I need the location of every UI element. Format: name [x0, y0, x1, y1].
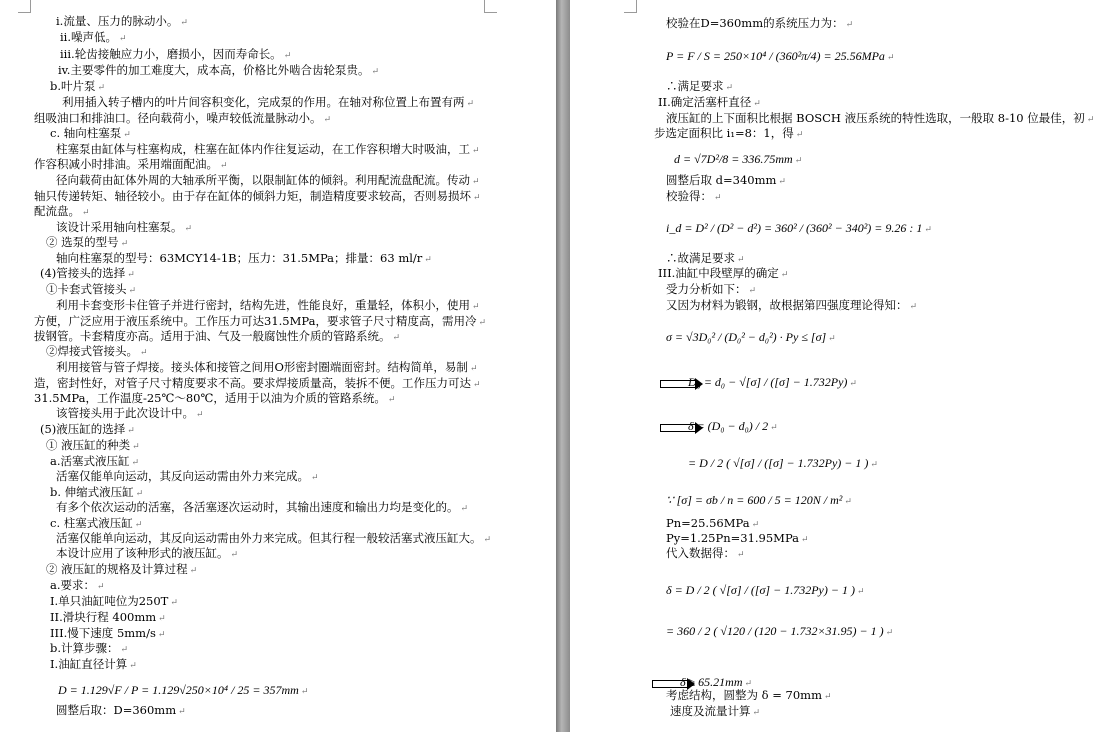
line-text: ①卡套式管接头	[46, 282, 127, 296]
text-line	[34, 204, 90, 221]
page-corner-mark	[624, 0, 637, 13]
line-text: a.要求：	[50, 578, 96, 592]
text-line	[654, 126, 803, 143]
paragraph-mark-icon: ↵	[744, 678, 753, 688]
text-line	[666, 298, 917, 315]
paragraph-mark-icon: ↵	[737, 255, 745, 265]
text-line	[666, 282, 756, 299]
paragraph-mark-icon: ↵	[483, 535, 492, 545]
text-line	[56, 703, 186, 720]
paragraph-mark-icon: ↵	[473, 193, 481, 203]
paragraph-mark-icon: ↵	[1086, 115, 1095, 125]
text-line	[50, 641, 128, 658]
paragraph-mark-icon: ↵	[140, 348, 148, 358]
page-gap	[556, 0, 570, 732]
line-text: c. 轴向柱塞泵	[50, 126, 122, 140]
paragraph-mark-icon: ↵	[886, 52, 895, 62]
line-text: σ = √3D₀² / (D₀² − d₀²) · Py ≤ [σ]	[666, 330, 827, 344]
text-line	[658, 95, 761, 112]
line-text: b.计算步骤：	[50, 641, 119, 655]
text-line	[34, 157, 228, 174]
line-text: 组吸油口和排油口。径向载荷小，噪声较低流量脉动小。	[34, 111, 322, 125]
formula-line	[688, 374, 857, 391]
line-text: 校验得：	[666, 189, 712, 203]
formula-line	[666, 329, 836, 346]
line-text: 速度及流量计算	[670, 704, 751, 718]
line-text: P = F / S = 250×10⁴ / (360²π/4) = 25.56MPa	[666, 49, 885, 63]
paragraph-mark-icon: ↵	[870, 459, 878, 469]
line-text: i.流量、压力的脉动小。	[56, 14, 179, 28]
text-line	[50, 594, 178, 611]
text-line	[46, 344, 148, 361]
line-text: 配流盘。	[34, 204, 80, 218]
line-text: iv.主要零件的加工难度大，成本高，价格比外啮合齿轮泵贵。	[58, 63, 370, 77]
text-line	[56, 406, 204, 423]
paragraph-mark-icon: ↵	[170, 598, 178, 608]
text-line	[666, 16, 853, 33]
paragraph-mark-icon: ↵	[924, 224, 932, 234]
paragraph-mark-icon: ↵	[844, 496, 852, 506]
line-text: = 360 / 2 ( √120 / (120 − 1.732×31.95) − 1 )	[666, 624, 884, 638]
paragraph-mark-icon: ↵	[753, 99, 761, 109]
line-text: 校验在D=360mm的系统压力为：	[666, 16, 844, 30]
line-text: I.油缸直径计算	[50, 657, 128, 671]
line-text: 径向载荷由缸体外周的大轴承所平衡，以限制缸体的倾斜。利用配流盘配流。传动	[56, 173, 470, 187]
paragraph-mark-icon: ↵	[129, 661, 137, 671]
page-corner-mark	[484, 0, 497, 13]
paragraph-mark-icon: ↵	[885, 627, 894, 637]
line-text: 液压缸的上下面积比根据 BOSCH 液压系统的特性选取，一般取 8-10 位最佳，初	[666, 111, 1085, 125]
formula-line	[666, 48, 894, 65]
text-line	[40, 422, 135, 439]
line-text: ② 液压缸的规格及计算过程	[46, 562, 188, 576]
paragraph-mark-icon: ↵	[311, 473, 319, 483]
paragraph-mark-icon: ↵	[795, 130, 804, 140]
text-line	[46, 235, 128, 252]
line-text: δ = D / 2 ( √[σ] / ([σ] − 1.732Py) − 1 )	[666, 583, 855, 597]
text-line	[46, 282, 136, 299]
line-text: 轴只传递转矩、轴径较小。由于存在缸体的倾斜力矩，制造精度要求较高，否则易损坏	[34, 189, 471, 203]
paragraph-mark-icon: ↵	[725, 83, 734, 93]
paragraph-mark-icon: ↵	[371, 67, 380, 77]
text-line	[666, 173, 786, 190]
line-text: a.活塞式液压缸	[50, 454, 130, 468]
text-line	[62, 95, 474, 112]
formula-line	[666, 623, 893, 640]
implies-arrow-icon	[652, 680, 687, 688]
paragraph-mark-icon: ↵	[778, 177, 786, 187]
line-text: 圆整后取：D=360mm	[56, 703, 177, 717]
paragraph-mark-icon: ↵	[392, 333, 401, 343]
line-text: 利用接管与管子焊接。接头体和接管之间用O形密封圈端面密封。结构简单，易制	[56, 360, 468, 374]
line-text: ②焊接式管接头。	[46, 344, 138, 358]
paragraph-mark-icon: ↵	[478, 318, 487, 328]
line-text: b.叶片泵	[50, 79, 96, 93]
paragraph-mark-icon: ↵	[751, 520, 760, 530]
line-text: 轴向柱塞泵的型号：63MCY14-1B；压力：31.5MPa；排量：63 ml/r	[56, 251, 423, 265]
formula-line	[674, 151, 802, 168]
paragraph-mark-icon: ↵	[283, 51, 292, 61]
text-line	[50, 610, 166, 627]
text-line	[56, 173, 480, 190]
line-text: II.滑块行程 400mm	[50, 610, 157, 624]
line-text: ② 选泵的型号	[46, 235, 119, 249]
line-text: 利用插入转子槽内的叶片间容积变化，完成泵的作用。在轴对称位置上布置有两	[62, 95, 465, 109]
text-line	[50, 578, 105, 595]
line-text: II.确定活塞杆直径	[658, 95, 752, 109]
formula-line	[688, 455, 878, 472]
line-text: 该设计采用轴向柱塞泵。	[56, 220, 183, 234]
paragraph-mark-icon: ↵	[82, 208, 90, 218]
paragraph-mark-icon: ↵	[157, 630, 166, 640]
text-line	[46, 438, 140, 455]
paragraph-mark-icon: ↵	[123, 130, 131, 140]
formula-line	[666, 582, 865, 599]
line-text: i_d = D² / (D² − d²) = 360² / (360² − 340²) = 9.26 : 1	[666, 221, 923, 235]
paragraph-mark-icon: ↵	[780, 270, 789, 280]
paragraph-mark-icon: ↵	[158, 614, 166, 624]
paragraph-mark-icon: ↵	[196, 410, 204, 420]
paragraph-mark-icon: ↵	[134, 520, 143, 530]
line-text: III.油缸中段壁厚的确定	[658, 266, 779, 280]
line-text: 31.5MPa，工作温度-25℃～80℃，适用于以油为介质的管路系统。	[34, 391, 386, 405]
paragraph-mark-icon: ↵	[131, 458, 140, 468]
line-text: 又因为材料为锻钢，故根据第四强度理论得知：	[666, 298, 908, 312]
text-line	[666, 546, 745, 563]
paragraph-mark-icon: ↵	[127, 270, 135, 280]
line-text: 造，密封性好，对管子尺寸精度要求不高。要求焊接质量高，装拆不便。工作压力可达	[34, 376, 471, 390]
paragraph-mark-icon: ↵	[230, 550, 239, 560]
text-line	[40, 266, 135, 283]
line-text: 圆整后取 d=340mm	[666, 173, 777, 187]
line-text: I.单只油缸吨位为250T	[50, 594, 169, 608]
text-line	[56, 500, 468, 517]
paragraph-mark-icon: ↵	[387, 395, 396, 405]
line-text: 活塞仅能单向运动，其反向运动需由外力来完成。但其行程一般较活塞式液压缸大。	[56, 531, 482, 545]
line-text: δ ≥ 65.21mm	[680, 675, 743, 689]
line-text: ① 液压缸的种类	[46, 438, 131, 452]
line-text: 拔钢管。卡套精度亦高。适用于油、气及一般腐蚀性介质的管路系统。	[34, 329, 391, 343]
paragraph-mark-icon: ↵	[770, 422, 778, 432]
text-line	[60, 30, 127, 47]
paragraph-mark-icon: ↵	[909, 302, 918, 312]
line-text: 代入数据得：	[666, 546, 735, 560]
line-text: 柱塞泵由缸体与柱塞构成，柱塞在缸体内作往复运动，在工作容积增大时吸油，工	[56, 142, 470, 156]
paragraph-mark-icon: ↵	[178, 707, 186, 717]
paragraph-mark-icon: ↵	[120, 239, 129, 249]
text-line	[56, 469, 319, 486]
text-line	[670, 704, 760, 721]
formula-line	[666, 492, 852, 509]
text-line	[56, 298, 480, 315]
line-text: 考虑结构，圆整为 δ = 70mm	[666, 688, 822, 702]
text-line	[658, 266, 788, 283]
paragraph-mark-icon: ↵	[469, 364, 478, 374]
text-line	[58, 63, 379, 80]
text-line	[50, 79, 105, 96]
paragraph-mark-icon: ↵	[424, 255, 432, 265]
paragraph-mark-icon: ↵	[132, 442, 140, 452]
paragraph-mark-icon: ↵	[97, 83, 106, 93]
paragraph-mark-icon: ↵	[119, 34, 127, 44]
line-text: 作容积减小时排油。采用端面配油。	[34, 157, 218, 171]
paragraph-mark-icon: ↵	[849, 378, 857, 388]
line-text: D₀ = d₀ − √[σ] / ([σ] − 1.732Py)	[688, 375, 848, 389]
paragraph-mark-icon: ↵	[748, 286, 757, 296]
paragraph-mark-icon: ↵	[856, 586, 865, 596]
text-line	[50, 126, 131, 143]
paragraph-mark-icon: ↵	[466, 99, 475, 109]
paragraph-mark-icon: ↵	[127, 426, 135, 436]
line-text: D = 1.129√F / P = 1.129√250×10⁴ / 25 = 357mm	[58, 683, 299, 697]
paragraph-mark-icon: ↵	[120, 645, 129, 655]
line-text: ∴故满足要求	[666, 251, 735, 265]
implies-arrow-icon	[660, 424, 695, 432]
paragraph-mark-icon: ↵	[845, 20, 854, 30]
paragraph-mark-icon: ↵	[823, 692, 832, 702]
line-text: (4)管接头的选择	[40, 266, 126, 280]
text-line	[666, 189, 722, 206]
paragraph-mark-icon: ↵	[801, 535, 809, 545]
paragraph-mark-icon: ↵	[752, 708, 761, 718]
document-page-right	[570, 0, 1112, 732]
paragraph-mark-icon: ↵	[472, 146, 480, 156]
page-corner-mark	[18, 0, 31, 13]
line-text: ∴满足要求	[666, 79, 724, 93]
formula-line	[58, 682, 308, 699]
text-line	[46, 562, 197, 579]
line-text: Py=1.25Pn=31.95MPa	[666, 531, 800, 545]
line-text: = D / 2 ( √[σ] / ([σ] − 1.732Py) − 1 )	[688, 456, 869, 470]
line-text: 有多个依次运动的活塞，各活塞逐次运动时，其输出速度和输出力均是变化的。	[56, 500, 459, 514]
line-text: ii.噪声低。	[60, 30, 118, 44]
formula-line	[666, 220, 932, 237]
text-line	[666, 79, 733, 96]
line-text: 本设计应用了该种形式的液压缸。	[56, 546, 229, 560]
text-line	[34, 189, 481, 206]
line-text: III.慢下速度 5mm/s	[50, 626, 156, 640]
line-text: b. 伸缩式液压缸	[50, 485, 134, 499]
paragraph-mark-icon: ↵	[180, 18, 188, 28]
line-text: Pn=25.56MPa	[666, 516, 750, 530]
paragraph-mark-icon: ↵	[135, 489, 144, 499]
text-line	[56, 14, 188, 31]
paragraph-mark-icon: ↵	[473, 380, 481, 390]
text-line	[666, 688, 832, 705]
paragraph-mark-icon: ↵	[714, 193, 722, 203]
line-text: (5)液压缸的选择	[40, 422, 126, 436]
line-text: 利用卡套变形卡住管子并进行密封，结构先进，性能良好，重量轻，体积小，使用	[56, 298, 470, 312]
text-line	[60, 47, 291, 64]
paragraph-mark-icon: ↵	[737, 550, 745, 560]
line-text: 方便，广泛应用于液压系统中。工作压力可达31.5MPa，要求管子尺寸精度高，需用冷	[34, 314, 477, 328]
paragraph-mark-icon: ↵	[472, 177, 480, 187]
line-text: iii.轮齿接触应力小，磨损小，因而寿命长。	[60, 47, 282, 61]
text-line	[50, 657, 137, 674]
paragraph-mark-icon: ↵	[828, 333, 836, 343]
line-text: 该管接头用于此次设计中。	[56, 406, 194, 420]
paragraph-mark-icon: ↵	[472, 302, 480, 312]
line-text: 步选定面积比 i₁=8：1，得	[654, 126, 794, 140]
line-text: ∵ [σ] = σb / n = 600 / 5 = 120N / m²	[666, 493, 843, 507]
line-text: δ = (D₀ − d₀) / 2	[688, 419, 769, 433]
implies-arrow-icon	[660, 380, 695, 388]
paragraph-mark-icon: ↵	[97, 582, 105, 592]
paragraph-mark-icon: ↵	[184, 224, 193, 234]
paragraph-mark-icon: ↵	[220, 161, 228, 171]
paragraph-mark-icon: ↵	[794, 155, 803, 165]
paragraph-mark-icon: ↵	[300, 686, 309, 696]
text-line	[56, 546, 238, 563]
line-text: d = √7D²/8 = 336.75mm	[674, 152, 793, 166]
paragraph-mark-icon: ↵	[460, 504, 469, 514]
line-text: 活塞仅能单向运动，其反向运动需由外力来完成。	[56, 469, 309, 483]
paragraph-mark-icon: ↵	[323, 115, 332, 125]
text-line	[56, 360, 477, 377]
line-text: c. 柱塞式液压缸	[50, 516, 133, 530]
line-text: 受力分析如下：	[666, 282, 747, 296]
paragraph-mark-icon: ↵	[128, 286, 137, 296]
paragraph-mark-icon: ↵	[189, 566, 198, 576]
